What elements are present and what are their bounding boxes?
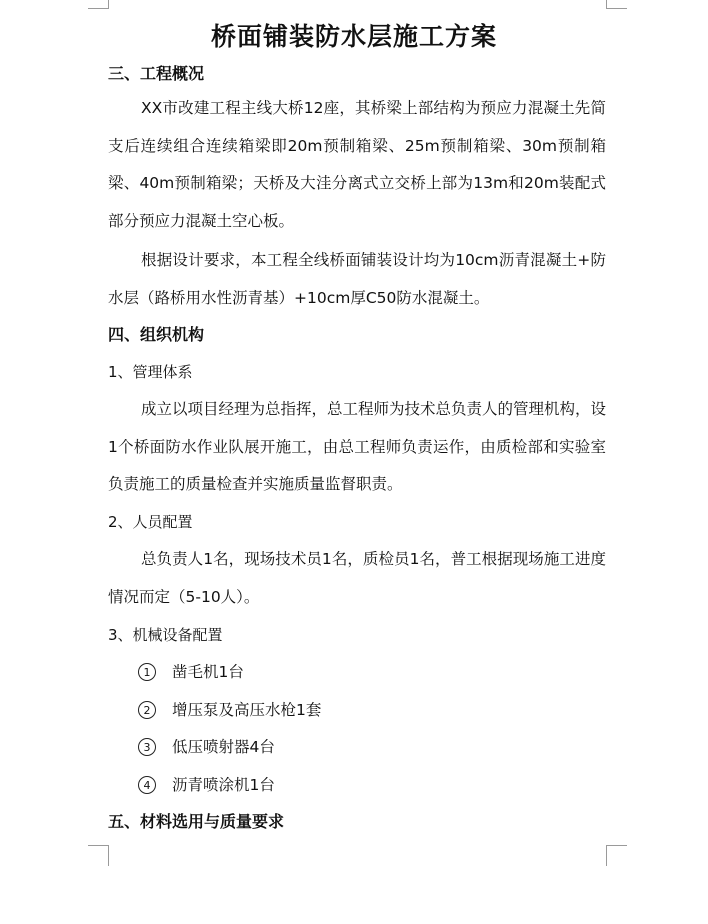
- section-3-paragraph-1: XX市改建工程主线大桥12座，其桥梁上部结构为预应力混凝土先简支后连续组合连续箱梁即20m预制箱梁、25m预制箱梁、30m预制箱梁、40m预制箱梁；天桥及大洼分离式立交桥上部为13m和20m装配式部分预应力混凝土空心板。: [108, 99, 606, 230]
- circled-number-1: 1: [138, 663, 156, 681]
- equipment-item: [138, 735, 275, 759]
- equipment-item-text: 增压泵及高压水枪1套: [172, 701, 322, 719]
- equipment-item: [138, 773, 275, 797]
- circled-number-2: 2: [138, 701, 156, 719]
- subsection-equipment: 3、机械设备配置: [108, 626, 223, 644]
- equipment-item: [138, 660, 244, 684]
- crop-mark-top-right: [606, 0, 627, 9]
- equipment-item-text: 低压喷射器4台: [172, 738, 275, 756]
- section-4-heading: 四、组织机构: [108, 325, 205, 344]
- subsection-staffing: 2、人员配置: [108, 513, 193, 531]
- staffing-paragraph: 总负责人1名，现场技术员1名，质检员1名，普工根据现场施工进度情况而定（5-10人）。: [108, 550, 606, 606]
- equipment-item-text: 凿毛机1台: [172, 663, 244, 681]
- crop-mark-top-left: [88, 0, 109, 9]
- subsection-management-system: 1、管理体系: [108, 363, 193, 381]
- management-paragraph: 成立以项目经理为总指挥，总工程师为技术总负责人的管理机构，设1个桥面防水作业队展开施工，由总工程师负责运作，由质检部和实验室负责施工的质量检查并实施质量监督职责。: [108, 400, 607, 493]
- document-title: 桥面铺装防水层施工方案: [210, 22, 497, 51]
- equipment-item-text: 沥青喷涂机1台: [172, 776, 275, 794]
- circled-number-3: 3: [138, 738, 156, 756]
- section-5-heading: 五、材料选用与质量要求: [108, 812, 285, 831]
- crop-mark-bottom-left: [88, 845, 109, 866]
- circled-number-4: 4: [138, 776, 156, 794]
- section-3-paragraph-2: 根据设计要求，本工程全线桥面铺装设计均为10cm沥青混凝土+防水层（路桥用水性沥青基）+10cm厚C50防水混凝土。: [108, 251, 606, 307]
- crop-mark-bottom-right: [606, 845, 627, 866]
- equipment-item: [138, 698, 321, 722]
- section-3-heading: 三、工程概况: [108, 64, 205, 83]
